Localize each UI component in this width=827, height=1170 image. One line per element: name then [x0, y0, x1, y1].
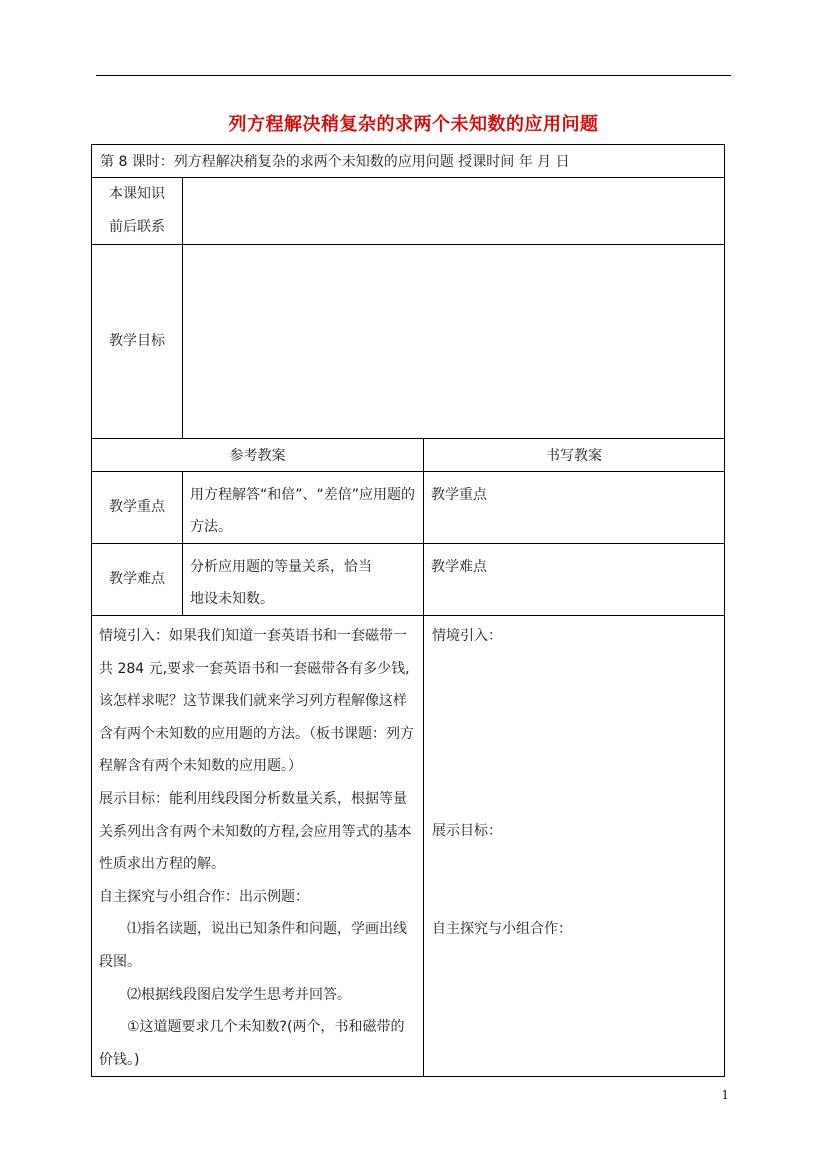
lesson-link-label: [92, 178, 183, 245]
explore-text: 自主探究与小组合作：出示例题：: [99, 888, 309, 905]
teaching-goal-label: 教学目标: [92, 245, 183, 439]
key-point-text: 用方程解答“和倍”、“差倍”应用题的方法。: [183, 472, 424, 544]
header-rule: [96, 75, 731, 76]
teaching-goal-content: [183, 245, 725, 439]
teaching-goal-row: [92, 245, 725, 439]
page-number: 1: [721, 1088, 729, 1102]
lesson-header: 第 8 课时：列方程解决稍复杂的求两个未知数的应用问题 授课时间 年 月 日: [92, 145, 725, 178]
lesson-plan-table: [91, 144, 725, 1077]
step-2-text: ⑵根据线段图启发学生思考并回答。: [127, 986, 351, 1003]
writing-plan-body: [424, 616, 725, 1077]
reference-plan-heading: 参考教案: [92, 439, 424, 472]
key-point-row: [92, 472, 725, 544]
situation-intro-text: 情境引入：如果我们知道一套英语书和一套磁带一共 284 元,要求一套英语书和一套磁带各有多少钱,该怎样求呢？这节课我们就来学习列方程解像这样含有两个未知数的应用题的方法。（板书课题：列方程解含有两个未知数的应用题。）: [99, 628, 414, 775]
difficulty-row: [92, 544, 725, 616]
lesson-body-row: [92, 616, 725, 1077]
key-point-right: 教学重点: [424, 472, 725, 544]
reference-plan-body: [92, 616, 424, 1077]
lesson-link-content: [183, 178, 725, 245]
difficulty-text: [183, 544, 424, 616]
difficulty-text-line2: 地设未知数。: [190, 591, 274, 607]
lesson-link-label-line1: 本课知识: [109, 186, 165, 202]
plan-heading-row: [92, 439, 725, 472]
key-point-label: 教学重点: [92, 472, 183, 544]
step-1-text: ⑴指名读题，说出已知条件和问题，学画出线段图。: [99, 921, 407, 970]
lesson-link-row: [92, 178, 725, 245]
question-1-text: ①这道题要求几个未知数?(两个，书和磁带的价钱。): [99, 1019, 405, 1068]
explore-right: 自主探究与小组合作：: [432, 921, 572, 937]
writing-plan-heading: 书写教案: [424, 439, 725, 472]
show-goal-text: 展示目标：能利用线段图分析数量关系，根据等量关系列出含有两个未知数的方程,会应用等式的基本性质求出方程的解。: [99, 790, 412, 873]
header-row: [92, 145, 725, 178]
show-goal-right: 展示目标：: [432, 823, 502, 839]
difficulty-right: 教学难点: [424, 544, 725, 616]
difficulty-text-line1: 分析应用题的等量关系，恰当: [190, 559, 372, 575]
document-title: 列方程解决稍复杂的求两个未知数的应用问题: [228, 114, 599, 135]
difficulty-label: 教学难点: [92, 544, 183, 616]
lesson-link-label-line2: 前后联系: [109, 219, 165, 235]
situation-intro-right: 情境引入：: [432, 628, 502, 644]
